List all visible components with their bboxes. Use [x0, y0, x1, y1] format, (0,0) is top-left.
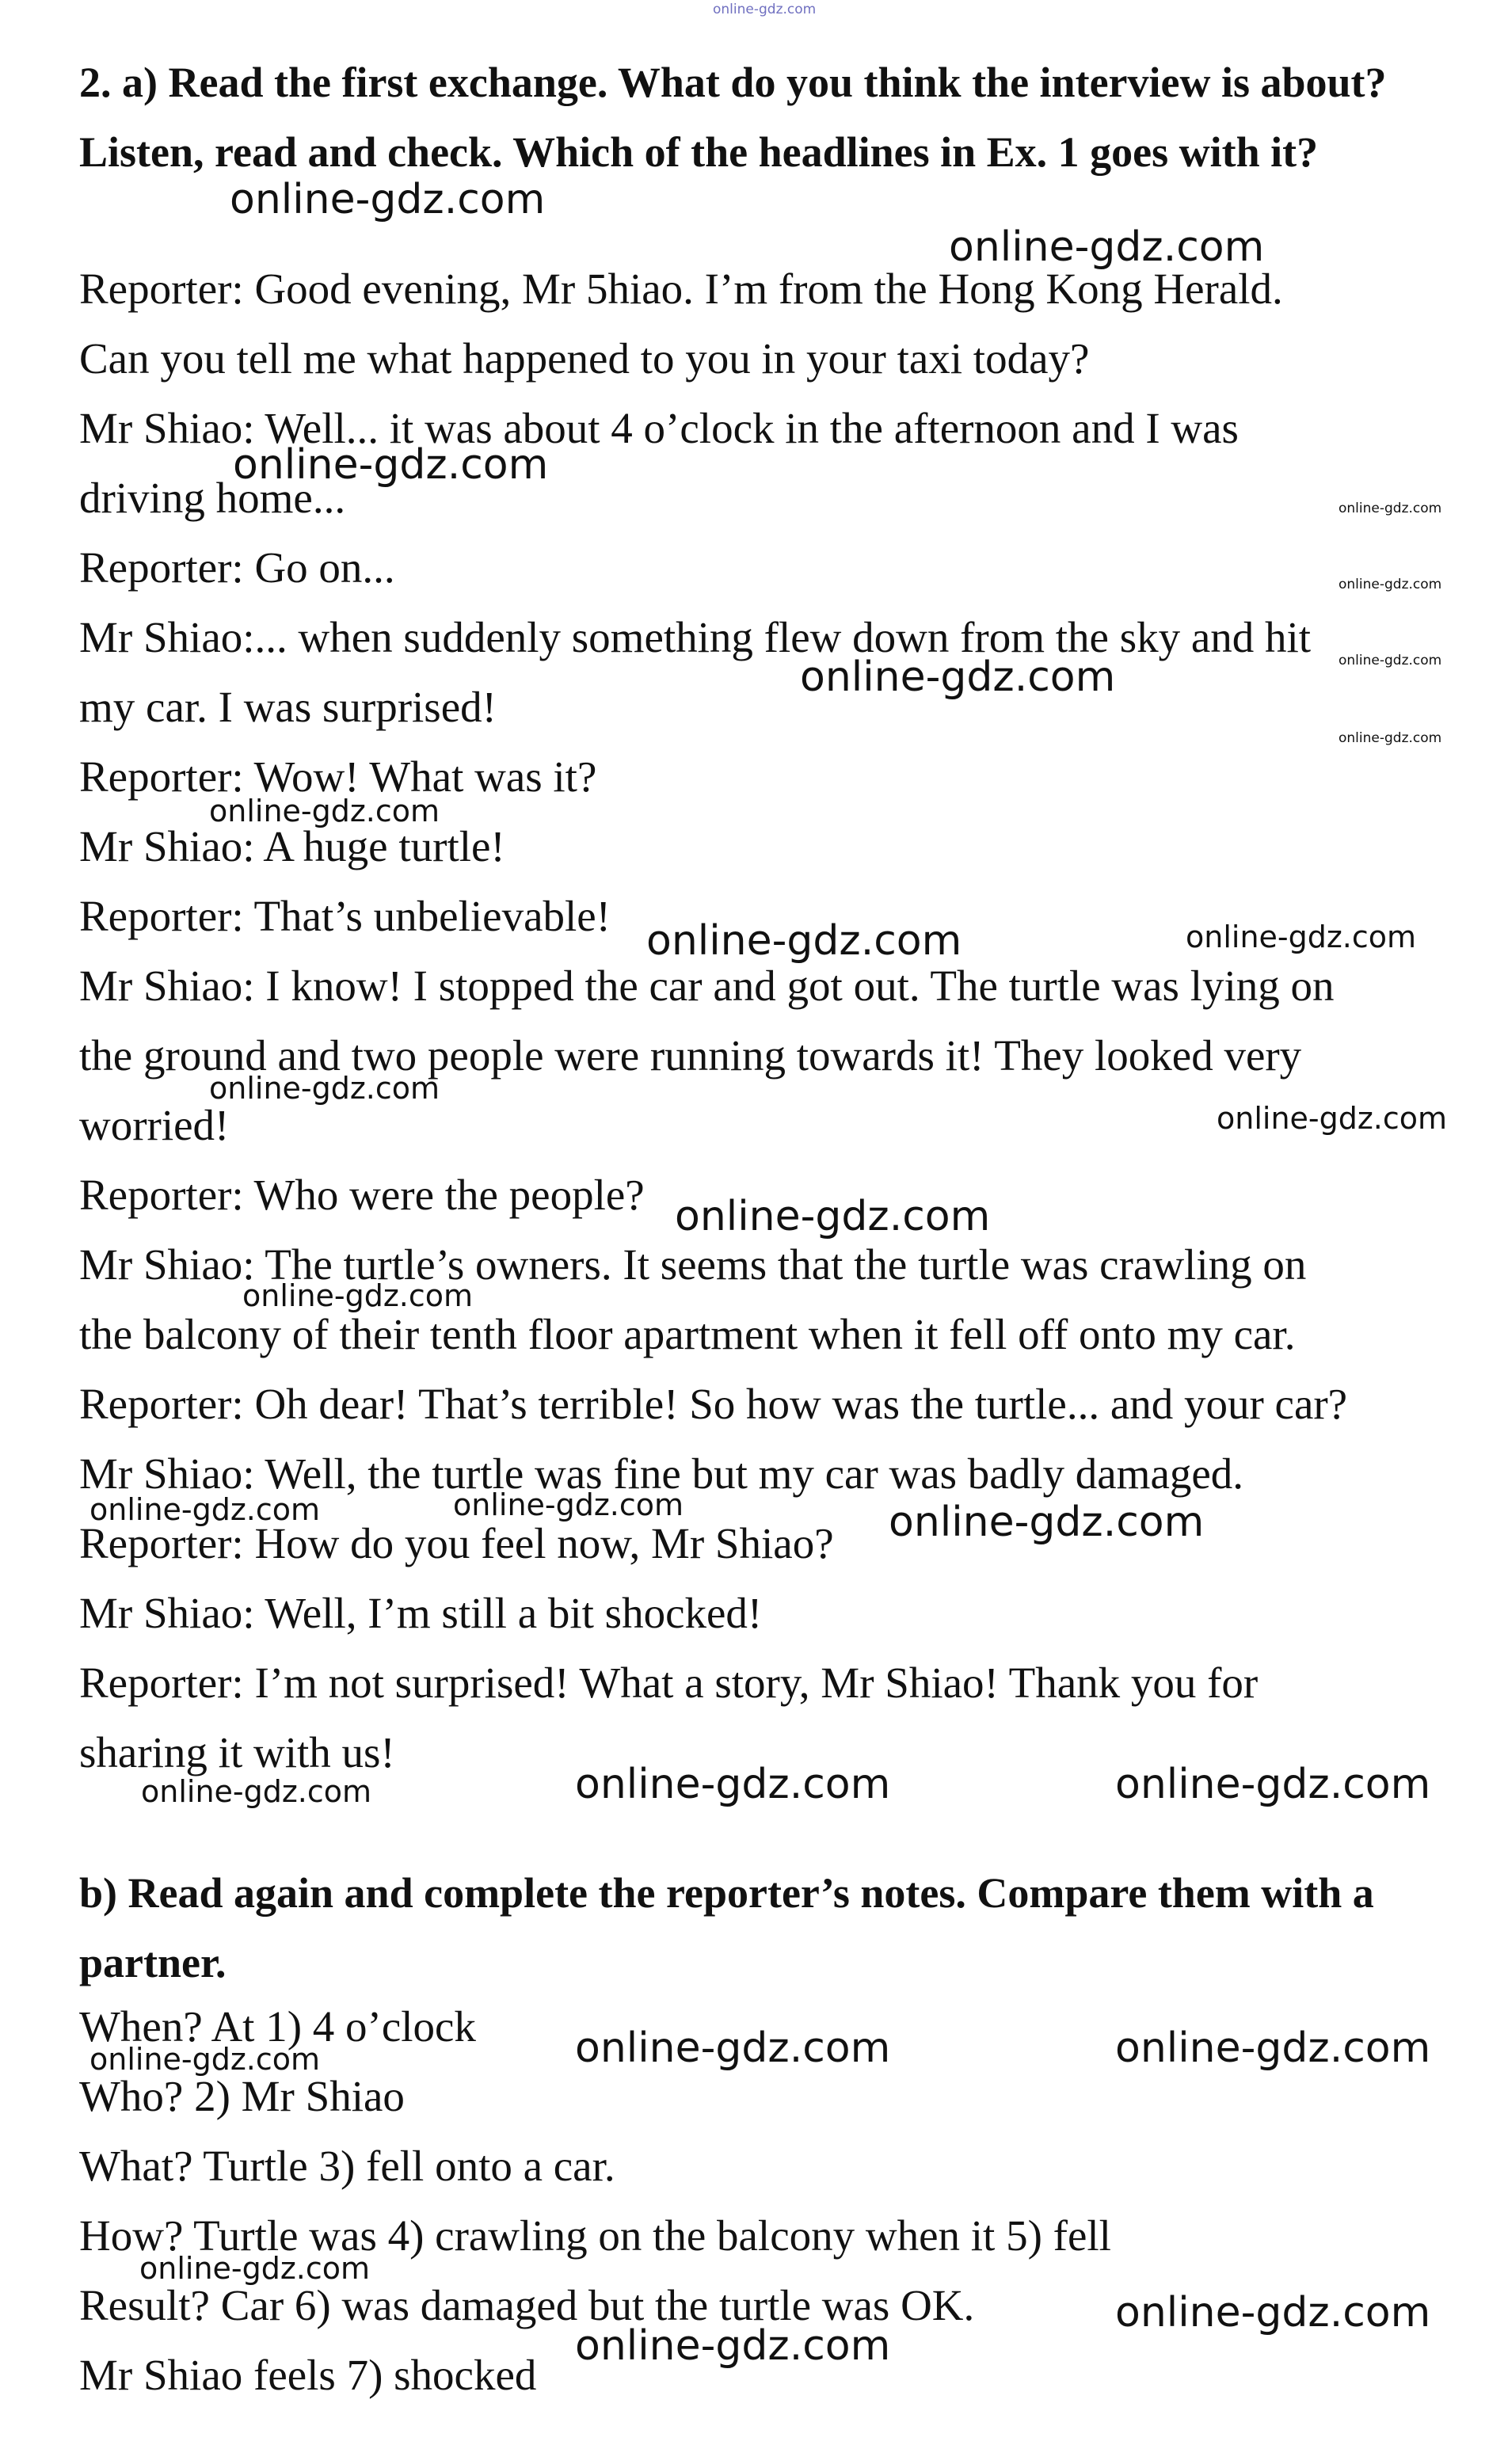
exercise-2a-heading: 2. a) Read the first exchange. What do you think the interview is about? Listen, read and check. Which of the headlines in Ex. 1 goes with it? — [79, 59, 1387, 176]
watermark: online-gdz.com — [800, 653, 1116, 701]
watermark: online-gdz.com — [1339, 577, 1442, 592]
watermark: online-gdz.com — [1186, 920, 1417, 954]
notes-line: How? Turtle was 4) crawling on the balcony when it 5) fell — [79, 2211, 1111, 2260]
exercise-2b-heading: b) Read again and complete the reporter’s notes. Compare them with a partner. — [79, 1869, 1374, 1986]
watermark: online-gdz.com — [209, 1071, 440, 1106]
dialogue-line: driving home... — [79, 474, 346, 522]
dialogue-line: Can you tell me what happened to you in your taxi today? — [79, 334, 1090, 383]
dialogue-line: Reporter: Wow! What was it? — [79, 752, 597, 801]
watermark: online-gdz.com — [89, 2042, 321, 2077]
dialogue-line: the balcony of their tenth floor apartment when it fell off onto my car. — [79, 1310, 1296, 1358]
dialogue-line: Reporter: Good evening, Mr 5hiao. I’m from the Hong Kong Herald. — [79, 265, 1283, 313]
watermark: online-gdz.com — [889, 1499, 1205, 1546]
watermark: online-gdz.com — [453, 1487, 684, 1522]
watermark: online-gdz.com — [1115, 2289, 1431, 2336]
dialogue-line: sharing it with us! — [79, 1728, 395, 1777]
dialogue-line: the ground and two people were running towards it! They looked very — [79, 1031, 1302, 1080]
watermark: online-gdz.com — [575, 2322, 891, 2370]
watermark: online-gdz.com — [1115, 1761, 1431, 1808]
watermark: online-gdz.com — [209, 794, 440, 828]
dialogue-line: Mr Shiao:... when suddenly something flew down from the sky and hit — [79, 613, 1312, 661]
dialogue-line: Mr Shiao: A huge turtle! — [79, 822, 505, 870]
dialogue-line: Reporter: Who were the people? — [79, 1171, 645, 1219]
watermark: online-gdz.com — [1217, 1101, 1448, 1136]
watermark: online-gdz.com — [233, 441, 549, 489]
dialogue-line: Reporter: I’m not surprised! What a story, Mr Shiao! Thank you for — [79, 1659, 1259, 1707]
notes-line: Result? Car 6) was damaged but the turtle was OK. — [79, 2281, 975, 2329]
dialogue-line: my car. I was surprised! — [79, 683, 497, 731]
watermark: online-gdz.com — [675, 1193, 991, 1240]
watermark: online-gdz.com — [141, 1774, 372, 1809]
watermark: online-gdz.com — [1339, 653, 1442, 668]
watermark: online-gdz.com — [575, 2024, 891, 2072]
dialogue-line: Mr Shiao: The turtle’s owners. It seems that the turtle was crawling on — [79, 1240, 1307, 1289]
notes-line: When? At 1) 4 o’clock — [79, 2002, 476, 2051]
dialogue-line: worried! — [79, 1101, 230, 1149]
dialogue-line: Mr Shiao: I know! I stopped the car and got out. The turtle was lying on — [79, 962, 1335, 1010]
dialogue-line: Mr Shiao: Well, I’m still a bit shocked! — [79, 1589, 763, 1637]
dialogue-line: Reporter: Go on... — [79, 543, 395, 592]
top-watermark: online-gdz.com — [713, 2, 817, 17]
dialogue-line: Reporter: Oh dear! That’s terrible! So how was the turtle... and your car? — [79, 1380, 1348, 1428]
dialogue-line: Reporter: That’s unbelievable! — [79, 892, 611, 940]
watermark: online-gdz.com — [242, 1278, 474, 1313]
dialogue-line: Reporter: How do you feel now, Mr Shiao? — [79, 1519, 834, 1567]
watermark: online-gdz.com — [89, 1492, 321, 1527]
watermark: online-gdz.com — [1115, 2024, 1431, 2072]
notes-line: Mr Shiao feels 7) shocked — [79, 2351, 537, 2399]
notes-line: What? Turtle 3) fell onto a car. — [79, 2142, 615, 2190]
watermark: online-gdz.com — [230, 176, 546, 223]
watermark: online-gdz.com — [1339, 730, 1442, 746]
watermark: online-gdz.com — [646, 917, 962, 965]
dialogue-line: Mr Shiao: Well... it was about 4 o’clock in the afternoon and I was — [79, 404, 1239, 452]
watermark: online-gdz.com — [575, 1761, 891, 1808]
notes-line: Who? 2) Mr Shiao — [79, 2072, 405, 2120]
watermark: online-gdz.com — [139, 2251, 371, 2286]
watermark: online-gdz.com — [1339, 501, 1442, 516]
dialogue-line: Mr Shiao: Well, the turtle was fine but my car was badly damaged. — [79, 1449, 1244, 1498]
watermark: online-gdz.com — [949, 223, 1265, 271]
